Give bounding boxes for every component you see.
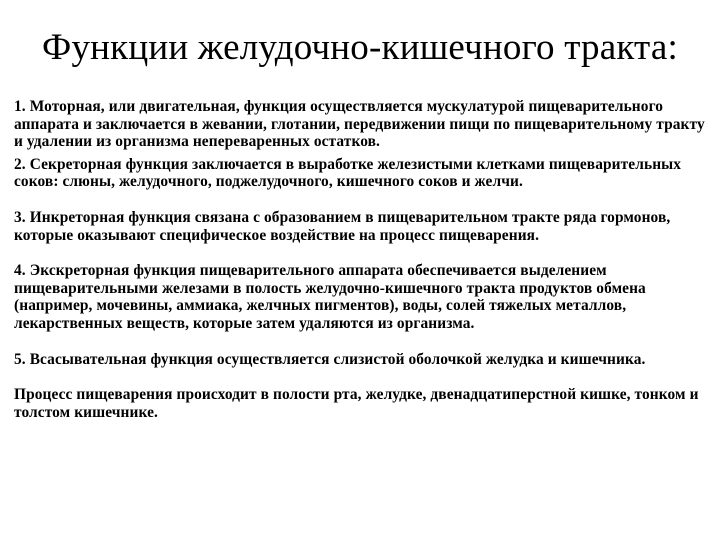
paragraph-incretory-function: 3. Инкреторная функция связана с образованием в пищеварительном тракте ряда гормонов, которые оказывают специфическое воздействие на процесс пищеварения. <box>14 208 671 244</box>
paragraph-digestion-process: Процесс пищеварения происходит в полости рта, желудке, двенадцатиперстной кишке, тонком и толстом кишечнике. <box>14 386 699 421</box>
paragraph-motor-function: 1. Моторная, или двигательная, функция осуществляется мускулатурой пищеварительного аппарата и заключается в жевании, глотании, передвижении пищи по пищеварительному тракту и удалении из организма непереваренных остатков. <box>14 98 705 151</box>
slide-body <box>14 98 712 421</box>
slide-title: Функции желудочно-кишечного тракта: <box>42 27 678 68</box>
paragraph-absorptive-function: 5. Всасывательная функция осуществляется слизистой оболочкой желудка и кишечника. <box>14 350 646 368</box>
paragraph-excretory-function: 4. Экскреторная функция пищеварительного аппарата обеспечивается выделением пищеварительными железами в полость желудочно-кишечного тракта продуктов обмена (например, мочевины, аммиака, желчных пигментов), воды, солей тяжелых металлов, лекарственных веществ, которые затем удаляются из организма. <box>14 262 646 332</box>
paragraph-secretory-function: 2. Секреторная функция заключается в выработке железистыми клетками пищеварительных соков: слюны, желудочного, поджелудочного, кишечного соков и желчи. <box>14 155 682 191</box>
